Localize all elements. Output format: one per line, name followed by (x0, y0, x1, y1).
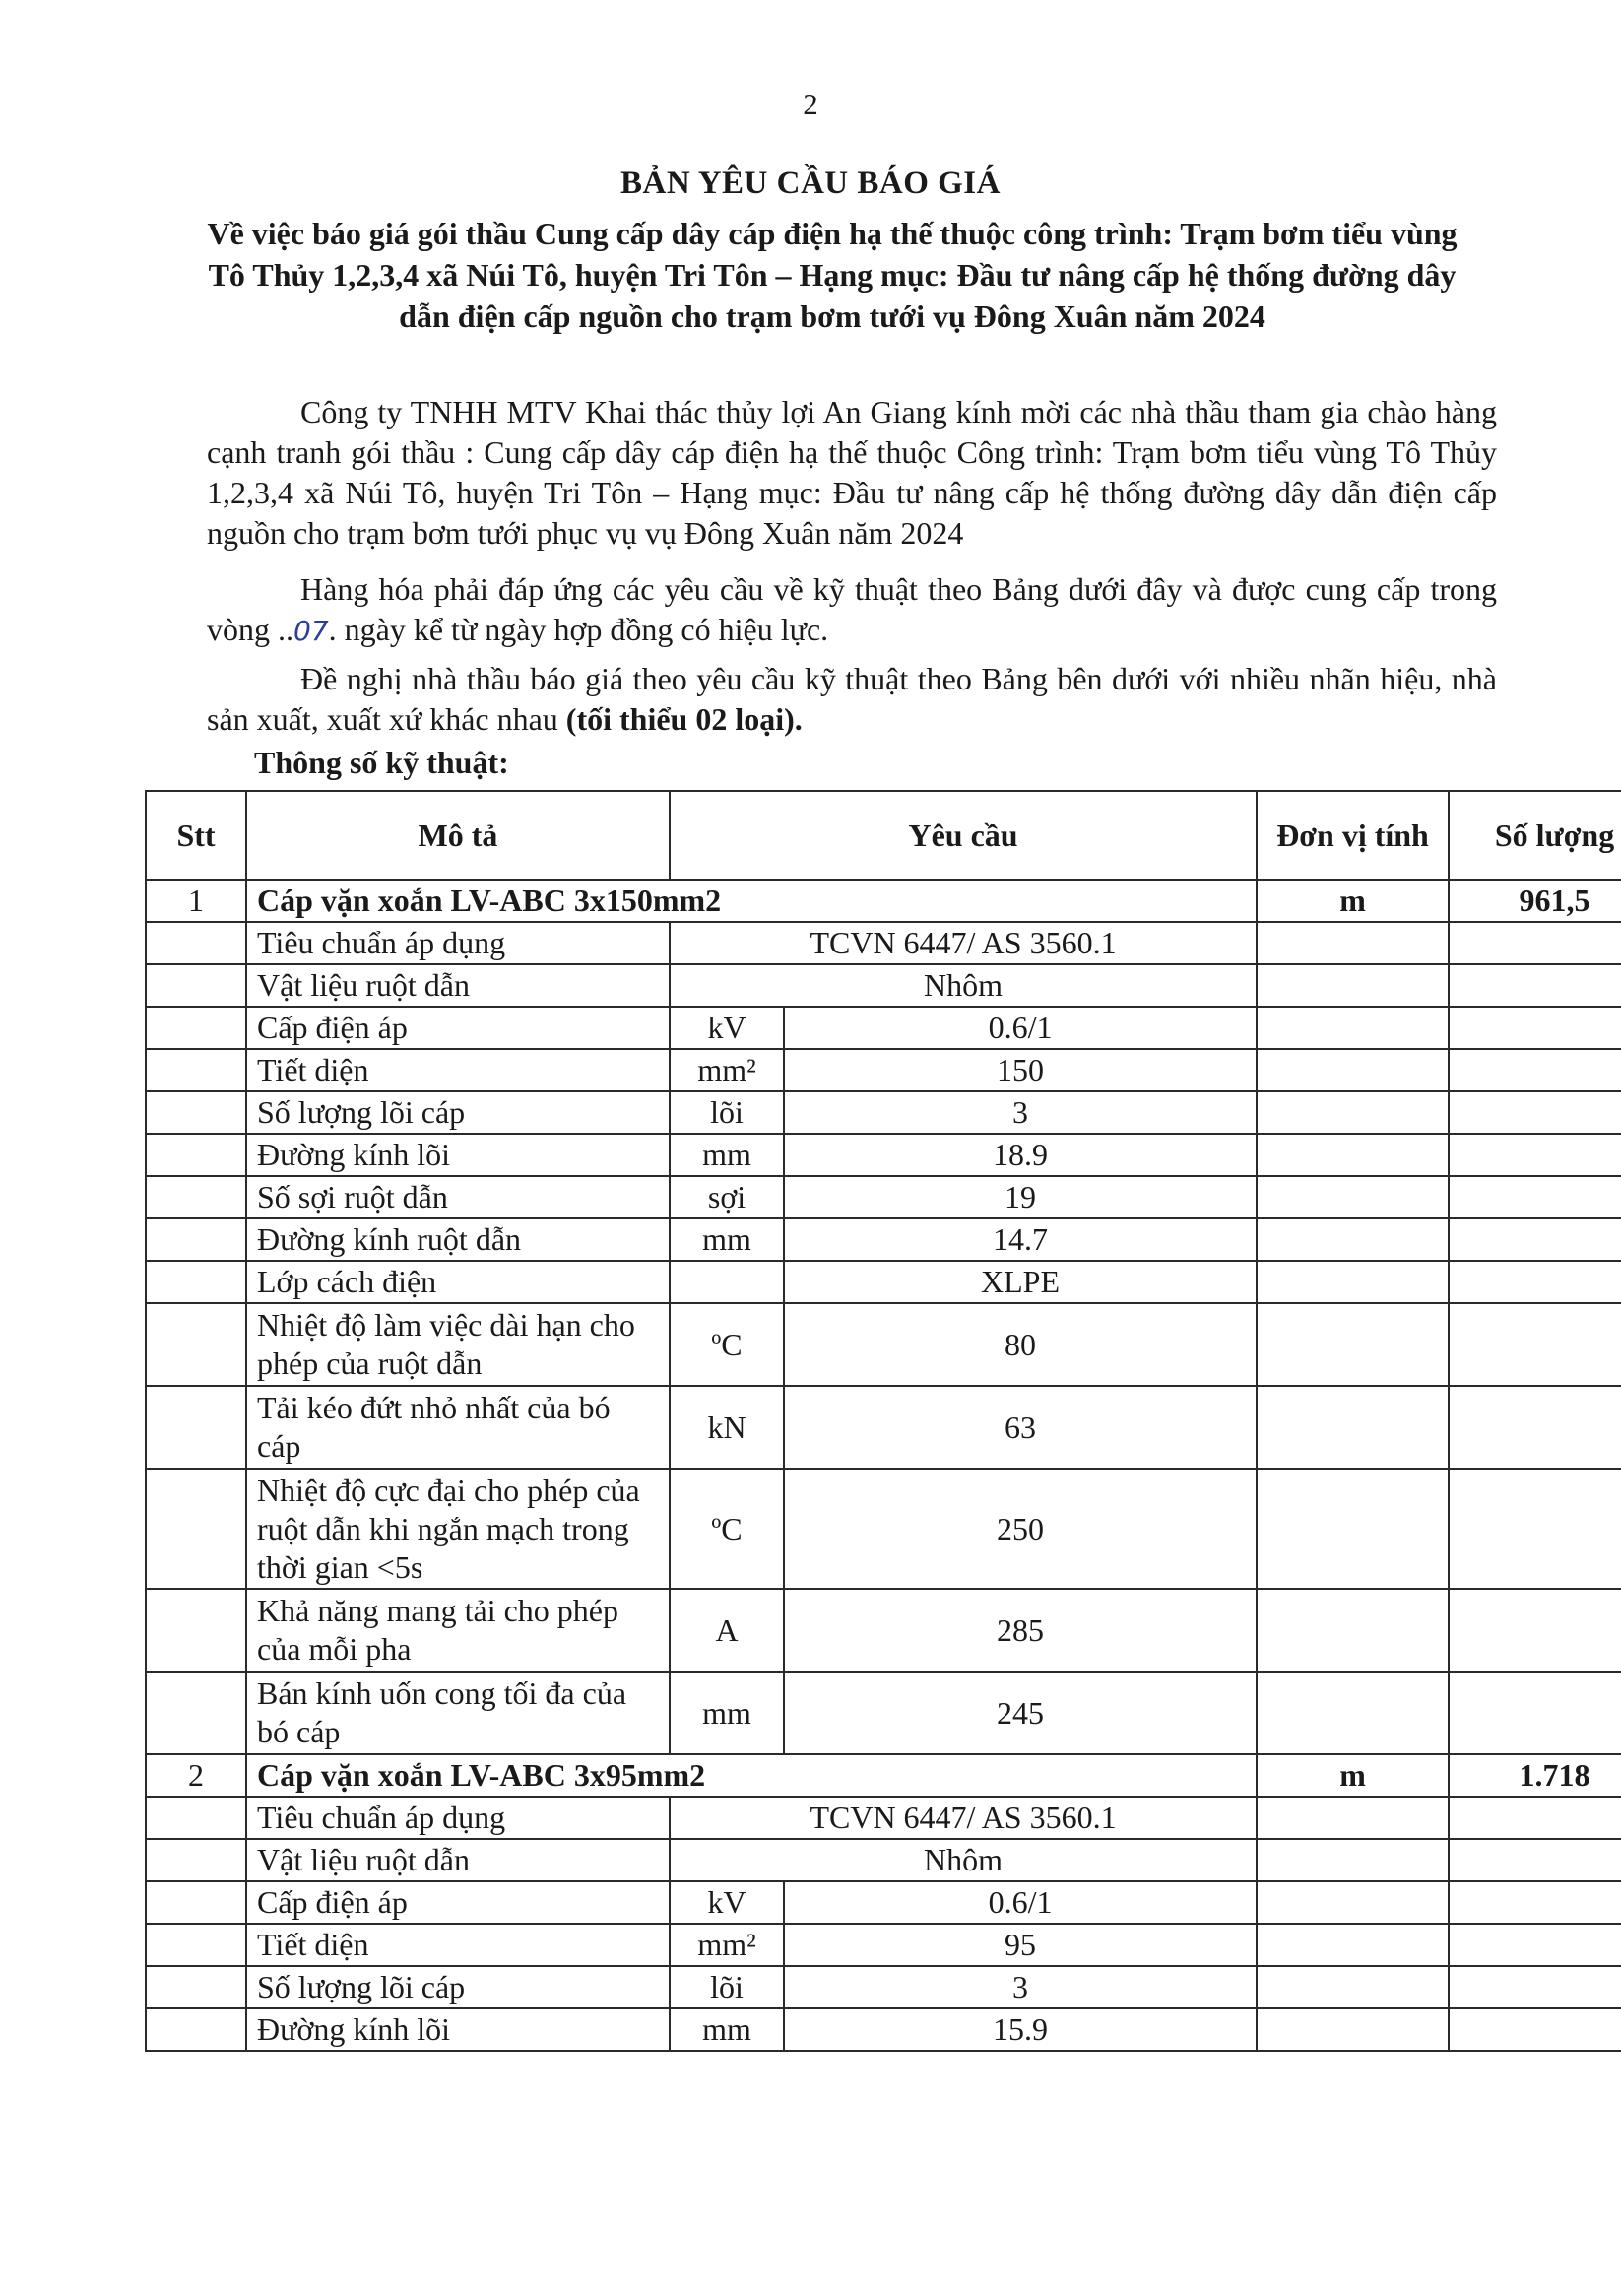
spec-unit: mm (670, 1672, 784, 1754)
spec-unit: lõi (670, 1091, 784, 1134)
header-unit: Đơn vị tính (1257, 791, 1449, 880)
spec-unit-empty (1257, 1261, 1449, 1303)
spec-stt-empty (146, 1839, 246, 1881)
spec-stt-empty (146, 1091, 246, 1134)
spec-description: Vật liệu ruột dẫn (246, 964, 670, 1007)
spec-unit: mm (670, 1134, 784, 1176)
spec-unit-empty (1257, 964, 1449, 1007)
spec-table-body (146, 880, 1621, 2051)
intro-paragraph (207, 392, 1497, 554)
spec-description: Tiết diện (246, 1049, 670, 1091)
spec-value: 80 (784, 1303, 1257, 1386)
spec-description: Số lượng lõi cáp (246, 1966, 670, 2008)
spec-description: Tiêu chuẩn áp dụng (246, 922, 670, 964)
spec-stt-empty (146, 1218, 246, 1261)
spec-quantity-empty (1449, 1839, 1621, 1881)
spec-description: Lớp cách điện (246, 1261, 670, 1303)
spec-value: 250 (784, 1469, 1257, 1589)
spec-quantity-empty (1449, 1966, 1621, 2008)
spec-value: 245 (784, 1672, 1257, 1754)
spec-value: 19 (784, 1176, 1257, 1218)
spec-stt-empty (146, 1881, 246, 1924)
spec-description: Đường kính lõi (246, 1134, 670, 1176)
spec-description: Vật liệu ruột dẫn (246, 1839, 670, 1881)
spec-quantity-empty (1449, 1924, 1621, 1966)
spec-stt-empty (146, 1672, 246, 1754)
spec-row (146, 1672, 1621, 1754)
spec-unit: mm (670, 2008, 784, 2051)
delivery-text-after: . ngày kể từ ngày hợp đồng có hiệu lực. (328, 612, 829, 647)
spec-unit: mm (670, 1218, 784, 1261)
spec-stt-empty (146, 1966, 246, 2008)
spec-unit-empty (1257, 1469, 1449, 1589)
spec-row (146, 1797, 1621, 1839)
spec-value: 95 (784, 1924, 1257, 1966)
spec-stt-empty (146, 1797, 246, 1839)
spec-stt-empty (146, 1261, 246, 1303)
spec-quantity-empty (1449, 1261, 1621, 1303)
spec-unit-empty (1257, 1091, 1449, 1134)
spec-value: Nhôm (670, 1839, 1257, 1881)
spec-value: 14.7 (784, 1218, 1257, 1261)
spec-quantity-empty (1449, 1303, 1621, 1386)
spec-description: Số lượng lõi cáp (246, 1091, 670, 1134)
spec-unit: kV (670, 1881, 784, 1924)
spec-row (146, 1134, 1621, 1176)
spec-row (146, 2008, 1621, 2051)
spec-quantity-empty (1449, 964, 1621, 1007)
spec-row (146, 1386, 1621, 1469)
item-quantity: 961,5 (1449, 880, 1621, 922)
spec-unit-empty (1257, 2008, 1449, 2051)
spec-quantity-empty (1449, 1672, 1621, 1754)
spec-row (146, 1049, 1621, 1091)
spec-description: Bán kính uốn cong tối đa của bó cáp (246, 1672, 670, 1754)
spec-unit-empty (1257, 1589, 1449, 1672)
spec-stt-empty (146, 1924, 246, 1966)
header-requirement: Yêu cầu (670, 791, 1257, 880)
header-description: Mô tả (246, 791, 670, 880)
spec-value: XLPE (784, 1261, 1257, 1303)
spec-value: 0.6/1 (784, 1007, 1257, 1049)
spec-stt-empty (146, 1589, 246, 1672)
spec-value: Nhôm (670, 964, 1257, 1007)
item-quantity: 1.718 (1449, 1754, 1621, 1797)
quote-request-bold: (tối thiểu 02 loại). (565, 701, 803, 737)
spec-value: 0.6/1 (784, 1881, 1257, 1924)
spec-row (146, 1303, 1621, 1386)
spec-quantity-empty (1449, 1881, 1621, 1924)
spec-value: 3 (784, 1091, 1257, 1134)
spec-description: Tiết diện (246, 1924, 670, 1966)
spec-stt-empty (146, 1303, 246, 1386)
spec-value: 150 (784, 1049, 1257, 1091)
spec-unit: kN (670, 1386, 784, 1469)
spec-row (146, 1924, 1621, 1966)
spec-row (146, 964, 1621, 1007)
spec-unit: kV (670, 1007, 784, 1049)
spec-quantity-empty (1449, 922, 1621, 964)
item-unit: m (1257, 880, 1449, 922)
spec-stt-empty (146, 1469, 246, 1589)
item-name: Cáp vặn xoắn LV-ABC 3x95mm2 (246, 1754, 1257, 1797)
spec-quantity-empty (1449, 1469, 1621, 1589)
spec-value: TCVN 6447/ AS 3560.1 (670, 922, 1257, 964)
spec-value: 285 (784, 1589, 1257, 1672)
spec-stt-empty (146, 964, 246, 1007)
spec-quantity-empty (1449, 1797, 1621, 1839)
spec-description: Nhiệt độ làm việc dài hạn cho phép của ruột dẫn (246, 1303, 670, 1386)
spec-unit: ºC (670, 1469, 784, 1589)
spec-description: Nhiệt độ cực đại cho phép của ruột dẫn khi ngắn mạch trong thời gian <5s (246, 1469, 670, 1589)
spec-unit: mm² (670, 1924, 784, 1966)
header-stt: Stt (146, 791, 246, 880)
intro-text: Công ty TNHH MTV Khai thác thủy lợi An Giang kính mời các nhà thầu tham gia chào hàng cạnh tranh gói thầu : Cung cấp dây cáp điện hạ thế thuộc Công trình: Trạm bơm tiểu vùng Tô Thủy 1,2,3,4 xã Núi Tô, huyện Tri Tôn – Hạng mục: Đầu tư nâng cấp hệ thống đường dây dẫn điện cấp nguồn cho trạm bơm tưới phục vụ vụ Đông Xuân năm 2024 (207, 394, 1497, 551)
spec-unit-empty (1257, 1839, 1449, 1881)
spec-unit-empty (1257, 1797, 1449, 1839)
spec-description: Đường kính ruột dẫn (246, 1218, 670, 1261)
spec-quantity-empty (1449, 2008, 1621, 2051)
spec-row (146, 1589, 1621, 1672)
item-row (146, 880, 1621, 922)
page-number: 2 (803, 87, 818, 121)
spec-row (146, 1469, 1621, 1589)
spec-unit-empty (1257, 1007, 1449, 1049)
spec-unit-empty (1257, 1386, 1449, 1469)
spec-unit-empty (1257, 1134, 1449, 1176)
spec-row (146, 1007, 1621, 1049)
spec-unit-empty (1257, 1303, 1449, 1386)
spec-row (146, 922, 1621, 964)
spec-stt-empty (146, 1386, 246, 1469)
quote-request-text: Đề nghị nhà thầu báo giá theo yêu cầu kỹ thuật theo Bảng bên dưới với nhiều nhãn hiệu, nhà sản xuất, xuất xứ khác nhau (207, 661, 1497, 737)
spec-description: Tiêu chuẩn áp dụng (246, 1797, 670, 1839)
table-header-row (146, 791, 1621, 880)
spec-unit: sợi (670, 1176, 784, 1218)
spec-unit-empty (1257, 922, 1449, 964)
spec-unit-empty (1257, 1049, 1449, 1091)
spec-row (146, 1881, 1621, 1924)
spec-description: Cấp điện áp (246, 1881, 670, 1924)
item-stt: 1 (146, 880, 246, 922)
spec-stt-empty (146, 1176, 246, 1218)
spec-value: 3 (784, 1966, 1257, 2008)
spec-value: 63 (784, 1386, 1257, 1469)
spec-description: Tải kéo đứt nhỏ nhất của bó cáp (246, 1386, 670, 1469)
spec-quantity-empty (1449, 1049, 1621, 1091)
spec-row (146, 1091, 1621, 1134)
spec-row (146, 1261, 1621, 1303)
spec-stt-empty (146, 1049, 246, 1091)
spec-quantity-empty (1449, 1589, 1621, 1672)
document-subtitle: Về việc báo giá gói thầu Cung cấp dây cáp điện hạ thế thuộc công trình: Trạm bơm tiểu vùng Tô Thủy 1,2,3,4 xã Núi Tô, huyện Tri Tôn – Hạng mục: Đầu tư nâng cấp hệ thống đường dây dẫn điện cấp nguồn cho trạm bơm tưới vụ Đông Xuân năm 2024 (207, 216, 1458, 334)
spec-stt-empty (146, 2008, 246, 2051)
spec-value: 18.9 (784, 1134, 1257, 1176)
spec-row (146, 1839, 1621, 1881)
spec-table (145, 790, 1621, 2052)
spec-description: Đường kính lõi (246, 2008, 670, 2051)
spec-unit: lõi (670, 1966, 784, 2008)
delivery-text-before: Hàng hóa phải đáp ứng các yêu cầu về kỹ thuật theo Bảng dưới đây và được cung cấp trong vòng .. (207, 571, 1497, 647)
spec-unit-empty (1257, 1881, 1449, 1924)
quote-request-paragraph (207, 659, 1497, 740)
item-name: Cáp vặn xoắn LV-ABC 3x150mm2 (246, 880, 1257, 922)
spec-row (146, 1176, 1621, 1218)
spec-unit (670, 1261, 784, 1303)
item-stt: 2 (146, 1754, 246, 1797)
spec-quantity-empty (1449, 1091, 1621, 1134)
spec-row (146, 1218, 1621, 1261)
spec-quantity-empty (1449, 1176, 1621, 1218)
spec-description: Cấp điện áp (246, 1007, 670, 1049)
spec-value: 15.9 (784, 2008, 1257, 2051)
spec-unit-empty (1257, 1176, 1449, 1218)
spec-row (146, 1966, 1621, 2008)
spec-unit-empty (1257, 1966, 1449, 2008)
spec-unit: mm² (670, 1049, 784, 1091)
item-row (146, 1754, 1621, 1797)
spec-stt-empty (146, 1007, 246, 1049)
delivery-paragraph (207, 569, 1497, 651)
spec-unit-empty (1257, 1218, 1449, 1261)
spec-unit: ºC (670, 1303, 784, 1386)
spec-unit-empty (1257, 1924, 1449, 1966)
spec-description: Số sợi ruột dẫn (246, 1176, 670, 1218)
header-quantity: Số lượng (1449, 791, 1621, 880)
item-unit: m (1257, 1754, 1449, 1797)
spec-quantity-empty (1449, 1218, 1621, 1261)
spec-stt-empty (146, 1134, 246, 1176)
spec-stt-empty (146, 922, 246, 964)
spec-value: TCVN 6447/ AS 3560.1 (670, 1797, 1257, 1839)
spec-unit: A (670, 1589, 784, 1672)
handwritten-days: 07 (293, 615, 329, 647)
spec-heading: Thông số kỹ thuật: (254, 745, 509, 780)
document-title: BẢN YÊU CẦU BÁO GIÁ (620, 165, 1001, 201)
spec-description: Khả năng mang tải cho phép của mỗi pha (246, 1589, 670, 1672)
spec-quantity-empty (1449, 1386, 1621, 1469)
spec-unit-empty (1257, 1672, 1449, 1754)
spec-quantity-empty (1449, 1134, 1621, 1176)
spec-quantity-empty (1449, 1007, 1621, 1049)
